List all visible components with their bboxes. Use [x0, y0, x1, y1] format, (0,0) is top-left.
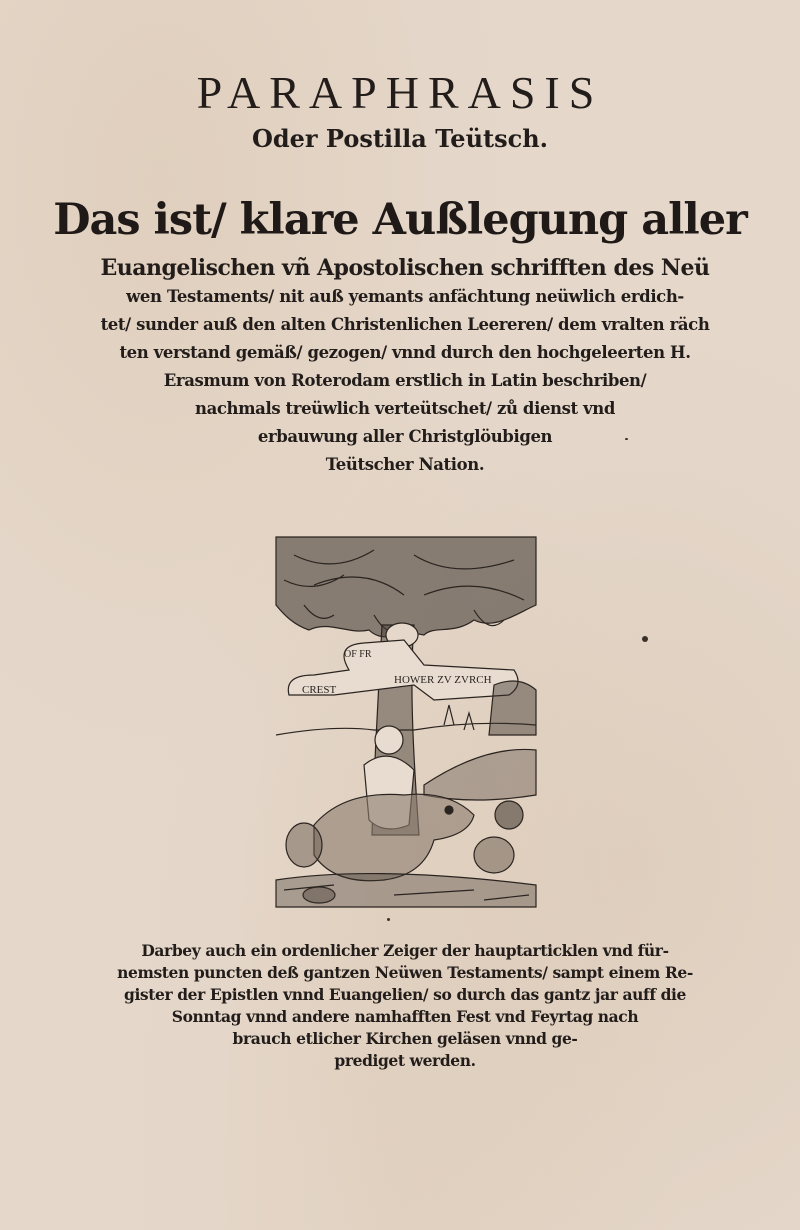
description-line: tet/ sunder auß den alten Christenlichen Leereren/ dem vralten räch: [100, 315, 710, 334]
woodcut-illustration: [274, 535, 538, 909]
description-line: ten verstand gemäß/ gezogen/ vnnd durch den hochgeleerten H.: [119, 343, 691, 362]
page-title: PARAPHRASIS: [196, 67, 604, 118]
footer-line: Sonntag vnnd andere namhafften Fest vnd Feyrtag nach: [171, 1007, 639, 1026]
footer-line: nemsten puncten deß gantzen Neüwen Testaments/ sampt einem Re-: [117, 963, 693, 982]
headline: Das ist/ klare Außlegung aller: [53, 195, 747, 245]
description-line: Euangelischen vñ Apostolischen schrifften des Neü: [100, 255, 710, 281]
footer-line: prediget werden.: [334, 1051, 476, 1070]
svg-text:HOWER ZV ZVRCH: HOWER ZV ZVRCH: [394, 674, 492, 686]
ink-spot: [625, 438, 628, 440]
ink-spot: [642, 636, 648, 642]
title-description: [100, 253, 710, 479]
svg-text:OF FR: OF FR: [344, 649, 372, 660]
footer-line: Darbey auch ein ordenlicher Zeiger der hauptarticklen vnd für-: [141, 941, 669, 960]
svg-text:CREST: CREST: [302, 684, 337, 696]
footer-line: gister der Epistlen vnnd Euangelien/ so durch das gantz jar auff die: [124, 985, 686, 1004]
page-subtitle: Oder Postilla Teütsch.: [251, 124, 549, 153]
description-line: Teütscher Nation.: [325, 455, 485, 474]
description-line: Erasmum von Roterodam erstlich in Latin beschriben/: [163, 371, 647, 390]
description-line: erbauwung aller Christglöubigen: [257, 427, 553, 446]
index-description: [105, 940, 705, 1072]
description-line: wen Testaments/ nit auß yemants anfächtung neüwlich erdich-: [126, 287, 684, 306]
tree-canopy-icon: [276, 537, 536, 637]
ink-spot: [387, 918, 390, 921]
description-line: nachmals treüwlich verteütschet/ zů dienst vnd: [194, 399, 616, 418]
footer-line: brauch etlicher Kirchen geläsen vnnd ge-: [232, 1029, 578, 1048]
